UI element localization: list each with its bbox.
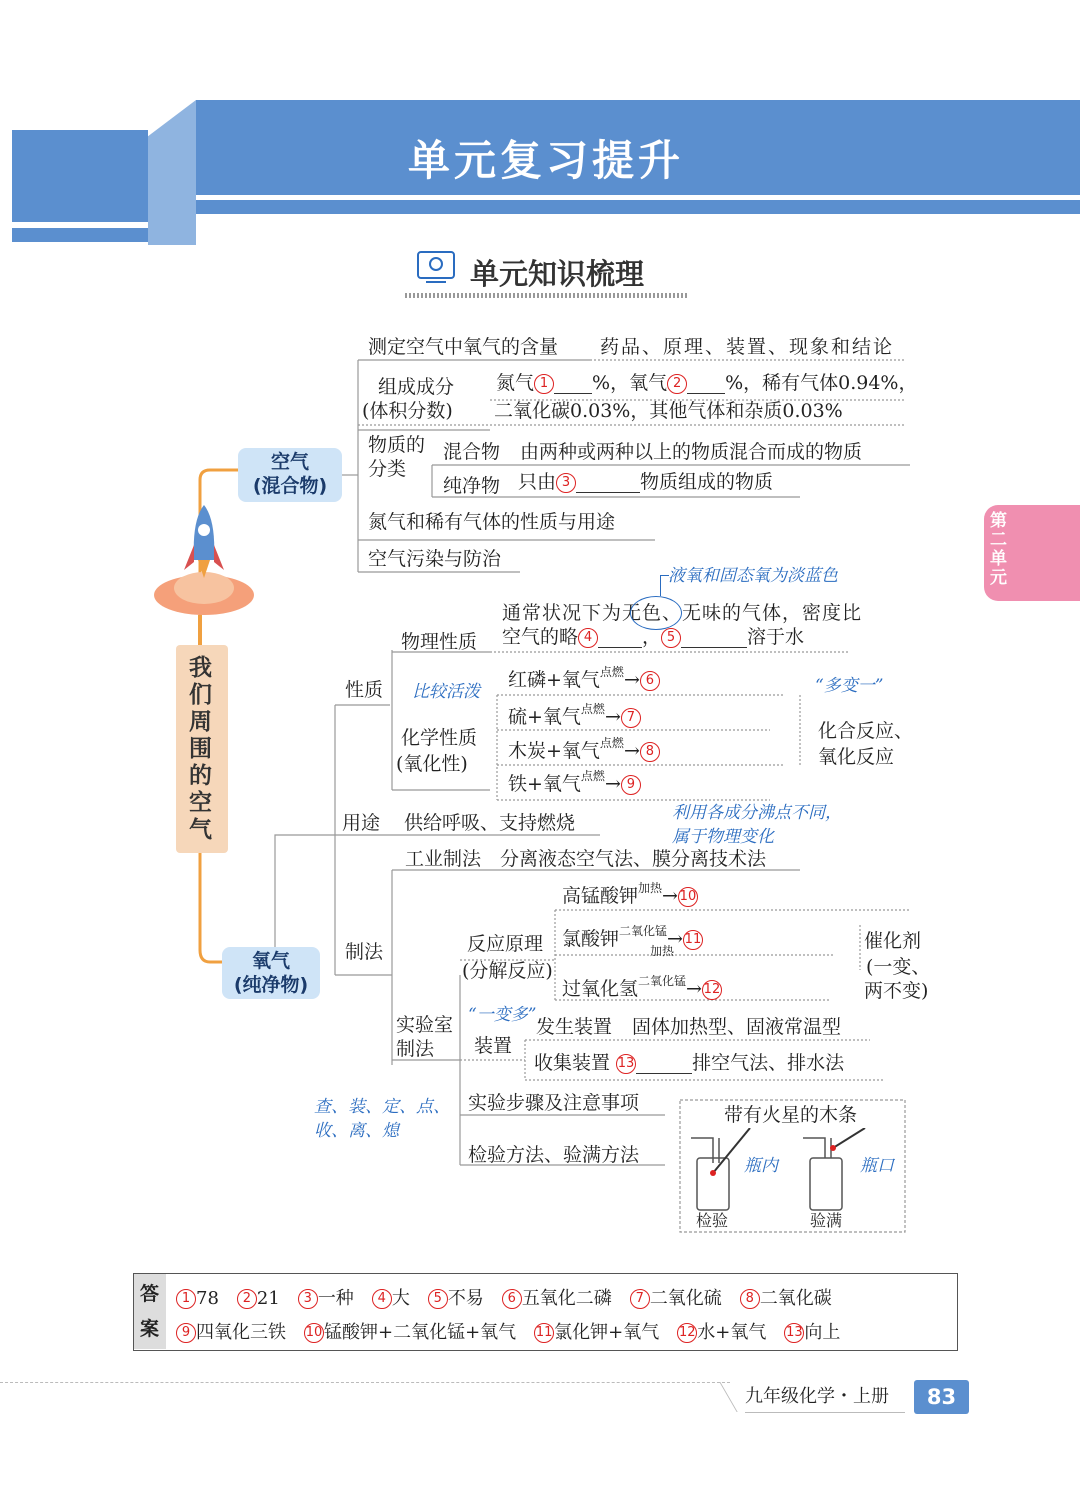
root-label: 我们周围的空气 (189, 655, 212, 843)
answer-item (304, 1322, 516, 1343)
phys-2a: 空气的略 (502, 626, 579, 648)
industry-label: 工业制法 (405, 848, 482, 870)
r1-text: 红磷+氧气 (508, 669, 600, 691)
mixture-definition: 由两种或两种以上的物质混合而成的物质 (520, 441, 863, 463)
properties-label: 性质 (345, 679, 384, 701)
oxidation-reaction: 氧化反应 (818, 746, 895, 768)
blank-1: 1 (534, 374, 554, 394)
section-title: 单元知识梳理 (470, 257, 645, 291)
footer-rule (0, 1382, 730, 1383)
lab-label-2: 制法 (396, 1038, 435, 1060)
pure-label: 纯净物 (443, 475, 501, 497)
comp-pct-2: %，稀有气体0.94%， (725, 372, 918, 394)
side-tab-label: 第二单元 (990, 511, 1007, 588)
chemical-label-2: (氧化性) (396, 753, 468, 775)
answer-text: 78 (196, 1288, 219, 1309)
h2o2-reaction: 过氧化氢$^{二氧化锰}$→ 12 (562, 974, 721, 1000)
inside-label: 瓶内 (744, 1156, 778, 1176)
answer-number: 11 (534, 1323, 554, 1343)
composition-line-1 (496, 372, 918, 394)
r3-text: 木炭+氧气 (508, 740, 600, 762)
uses-label: 用途 (342, 812, 381, 834)
footer-rule-2 (745, 1412, 905, 1413)
answer-item (534, 1322, 659, 1343)
reaction-1: 红磷+氧气$^{点燃}$→ 6 (508, 669, 660, 693)
generator-detail: 固体加热型、固液常温型 (632, 1016, 842, 1038)
r2-text: 硫+氧气 (508, 706, 581, 728)
answer-text: 二氧化硫 (649, 1288, 722, 1309)
principle-label: 反应原理 (467, 933, 544, 955)
catalyst-label: 催化剂 (864, 930, 922, 952)
answer-text: 21 (256, 1288, 280, 1309)
blank-4: 4 (578, 628, 598, 648)
answer-number: 6 (502, 1289, 522, 1309)
splint-label: 带有火星的木条 (724, 1104, 858, 1126)
physical-line-1: 通常状况下为无色、无味的气体，密度比 (502, 602, 863, 624)
answer-number: 13 (784, 1323, 804, 1343)
page-title: 单元复习提升 (408, 136, 685, 185)
nitrogen-text: 氮气 (496, 372, 535, 394)
phys-2b: ， (642, 626, 662, 648)
blank-2: 2 (667, 374, 687, 394)
measure-detail: 药品、原理、装置、现象和结论 (600, 336, 895, 358)
physical-line-2 (502, 626, 804, 648)
blank-11: 11 (683, 930, 703, 950)
answer-item (677, 1322, 766, 1343)
answer-text: 二氧化碳 (759, 1288, 832, 1309)
combination-reaction: 化合反应、 (818, 720, 914, 742)
ignite-3: 点燃 (599, 736, 624, 750)
answer-label-2: 案 (140, 1318, 160, 1340)
blank-1-line (554, 377, 592, 394)
classification-label-2: 分类 (368, 458, 407, 480)
ignite-4: 点燃 (580, 769, 605, 783)
blank-12: 12 (702, 980, 722, 1000)
steps-note-2: 收、离、熄 (314, 1121, 399, 1141)
k2-text: 氯酸钾 (562, 928, 620, 950)
rocket-icon (150, 500, 258, 615)
answer-text: 大 (391, 1288, 410, 1309)
classification-label: 物质的 (368, 434, 426, 456)
answer-text: 五氧化二磷 (521, 1288, 612, 1309)
catalyst-label-2: (一变、 (866, 956, 931, 978)
pure-definition (518, 471, 773, 493)
answer-item (502, 1288, 612, 1309)
uses-detail: 供给呼吸、支持燃烧 (404, 812, 576, 834)
chemical-label: 化学性质 (401, 727, 478, 749)
full-label: 验满 (810, 1211, 843, 1230)
blank-10: 10 (678, 887, 698, 907)
ignite-2: 点燃 (580, 702, 605, 716)
footer-book: 九年级化学・上册 (745, 1386, 889, 1407)
blank-7: 7 (621, 708, 641, 728)
reaction-4: 铁+氧气$^{点燃}$→ 9 (508, 773, 641, 797)
pure-pre: 只由 (518, 471, 557, 493)
lab-label: 实验室 (396, 1014, 454, 1036)
answer-number: 8 (740, 1289, 760, 1309)
answer-number: 10 (304, 1323, 324, 1343)
composition-label-2: (体积分数) (362, 400, 453, 422)
mno2-2: 二氧化锰 (638, 974, 687, 988)
blank-9: 9 (621, 775, 641, 795)
separation-note-2: 属于物理变化 (672, 827, 774, 847)
note-arrow (660, 575, 669, 596)
answer-text: 水+氧气 (697, 1322, 767, 1343)
principle-label-2: (分解反应) (462, 960, 553, 982)
answer-row-1 (176, 1284, 850, 1308)
air-node: 空气 (混合物) (238, 448, 342, 502)
collector-line (534, 1052, 844, 1074)
blank-2-line (687, 377, 725, 394)
blank-13-line (636, 1057, 692, 1074)
steps-note-1: 查、装、定、点、 (314, 1097, 450, 1117)
blank-3: 3 (556, 473, 576, 493)
pure-post: 物质组成的物质 (640, 471, 774, 493)
answer-text: 四氧化三铁 (196, 1322, 286, 1343)
phys-2c: 溶于水 (747, 626, 805, 648)
noble-gas-label: 氮气和稀有气体的性质与用途 (368, 511, 616, 533)
heat-1: 加热 (638, 881, 663, 895)
answer-number: 9 (176, 1323, 196, 1343)
blank-5: 5 (661, 628, 681, 648)
oxygen-node: 氧气 (纯净物) (222, 947, 320, 999)
preparation-label: 制法 (345, 941, 384, 963)
k3-text: 过氧化氢 (562, 978, 639, 1000)
answer-item (372, 1288, 410, 1309)
industry-detail: 分离液态空气法、膜分离技术法 (500, 848, 767, 870)
comp-pct-1: %，氧气 (592, 372, 668, 394)
answer-number: 7 (630, 1289, 650, 1309)
catalyst-label-3: 两不变) (864, 980, 929, 1002)
mno2-1: 二氧化锰 (619, 924, 668, 938)
colorless-circle (630, 596, 682, 630)
blank-13: 13 (616, 1054, 636, 1074)
answer-item (237, 1288, 280, 1309)
blank-8: 8 (640, 742, 660, 762)
reaction-3: 木炭+氧气$^{点燃}$→ 8 (508, 740, 660, 764)
mouth-label: 瓶口 (860, 1156, 894, 1176)
answer-number: 2 (237, 1289, 257, 1309)
check-label: 检验方法、验满方法 (468, 1144, 640, 1166)
answer-text: 锰酸钾+二氧化锰+氧气 (324, 1322, 517, 1343)
k1-text: 高锰酸钾 (562, 885, 639, 907)
mixture-label: 混合物 (443, 441, 501, 463)
active-note: 比较活泼 (412, 682, 480, 702)
liquid-oxygen-note: 液氧和固态氧为淡蓝色 (668, 566, 838, 586)
kclo3-heat: 加热 (650, 944, 675, 958)
r4-text: 铁+氧气 (508, 773, 581, 795)
generator-label: 发生装置 (536, 1016, 613, 1038)
blank-6: 6 (640, 671, 660, 691)
pollution-label: 空气污染与防治 (368, 548, 502, 570)
one-to-many-note: “一变多” (468, 1005, 537, 1025)
answer-text: 一种 (317, 1288, 354, 1309)
page-number: 83 (914, 1380, 969, 1414)
ignite-1: 点燃 (599, 665, 624, 679)
answer-number: 3 (298, 1289, 318, 1309)
answer-item (630, 1288, 722, 1309)
blank-3-line (576, 476, 640, 493)
answer-text: 不易 (447, 1288, 484, 1309)
answer-label-1: 答 (140, 1283, 160, 1305)
reaction-2: 硫+氧气$^{点燃}$→ 7 (508, 706, 641, 730)
blank-5-line (681, 631, 747, 648)
kmno4-reaction: 高锰酸钾$^{加热}$→ 10 (562, 881, 697, 907)
composition-line-2: 二氧化碳0.03%，其他气体和杂质0.03% (494, 400, 843, 422)
measure-label: 测定空气中氧气的含量 (368, 336, 559, 358)
composition-label: 组成成分 (378, 376, 455, 398)
answer-item (176, 1288, 219, 1309)
answer-text: 向上 (804, 1322, 841, 1343)
kclo3-reaction: 氯酸钾$^{二氧化锰}$→ 11 (562, 924, 702, 950)
collector-detail: 排空气法、排水法 (692, 1052, 845, 1074)
answer-item (298, 1288, 354, 1309)
blank-4-line (598, 631, 642, 648)
multi-to-one-note: “多变一” (815, 676, 884, 696)
answer-number: 4 (372, 1289, 392, 1309)
separation-note-1: 利用各成分沸点不同， (672, 803, 842, 823)
answer-item (740, 1288, 832, 1309)
answer-item (176, 1322, 286, 1343)
answer-item (784, 1322, 840, 1343)
answer-number: 1 (176, 1289, 196, 1309)
answer-number: 12 (677, 1323, 697, 1343)
rocket-pole (198, 615, 202, 645)
collector-label: 收集装置 (534, 1052, 611, 1074)
answer-number: 5 (428, 1289, 448, 1309)
steps-label: 实验步骤及注意事项 (468, 1092, 640, 1114)
answer-text: 氯化钾+氧气 (554, 1322, 660, 1343)
answer-row-2 (176, 1318, 858, 1342)
apparatus-label: 装置 (474, 1035, 513, 1057)
physical-label: 物理性质 (401, 631, 478, 653)
answer-item (428, 1288, 484, 1309)
test-label: 检验 (696, 1211, 729, 1230)
